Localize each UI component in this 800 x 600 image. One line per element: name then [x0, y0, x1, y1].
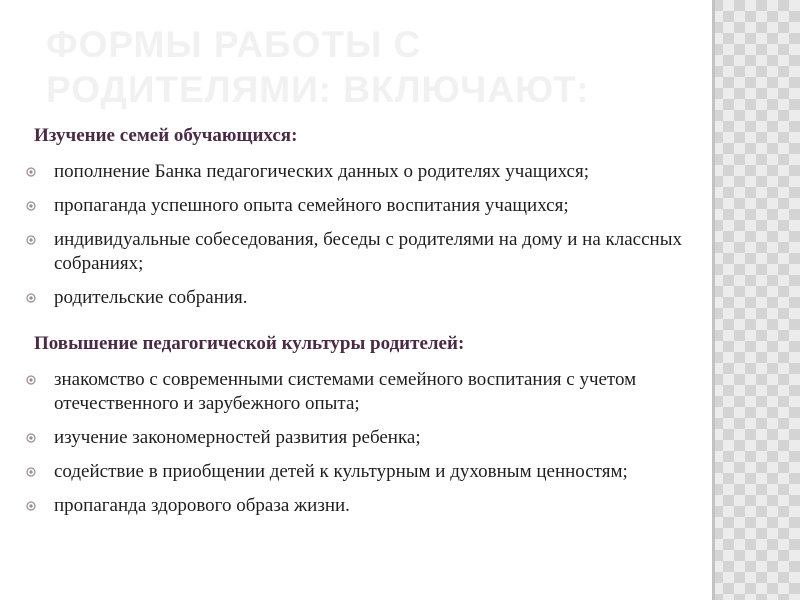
- list-item-text: родительские собрания.: [54, 287, 248, 308]
- list-item-text: пополнение Банка педагогических данных о родителях учащихся;: [54, 161, 589, 182]
- list-item: [22, 494, 702, 518]
- section-parent-culture: [22, 332, 702, 518]
- circle-dot-icon: [26, 433, 36, 443]
- circle-dot-icon: [26, 167, 36, 177]
- circle-dot-icon: [26, 467, 36, 477]
- slide-title: ФОРМЫ РАБОТЫ С РОДИТЕЛЯМИ: ВКЛЮЧАЮТ:: [46, 24, 590, 110]
- list-item-text: пропаганда успешного опыта семейного воспитания учащихся;: [54, 195, 569, 216]
- list-item: [22, 368, 702, 416]
- list-item: [22, 160, 702, 184]
- decorative-side-band: [712, 0, 800, 600]
- bullet-list: [22, 160, 702, 310]
- circle-dot-icon: [26, 235, 36, 245]
- list-item: [22, 228, 702, 276]
- section-family-study: [22, 124, 702, 310]
- list-item: [22, 194, 702, 218]
- list-item-text: индивидуальные собеседования, беседы с родителями на дому и на классных собраниях;: [54, 229, 682, 274]
- list-item-text: пропаганда здорового образа жизни.: [54, 495, 350, 516]
- list-item-text: знакомство с современными системами семейного воспитания с учетом отечественного и зарубежного опыта;: [54, 369, 637, 414]
- circle-dot-icon: [26, 293, 36, 303]
- slide-content: [22, 124, 702, 528]
- section-heading: Повышение педагогической культуры родителей:: [34, 333, 465, 354]
- list-item-text: содействие в приобщении детей к культурным и духовным ценностям;: [54, 461, 628, 482]
- list-item: [22, 426, 702, 450]
- circle-dot-icon: [26, 501, 36, 511]
- section-heading: Изучение семей обучающихся:: [34, 125, 298, 146]
- list-item: [22, 286, 702, 310]
- circle-dot-icon: [26, 375, 36, 385]
- list-item-text: изучение закономерностей развития ребенка;: [54, 427, 421, 448]
- bullet-list: [22, 368, 702, 518]
- circle-dot-icon: [26, 201, 36, 211]
- list-item: [22, 460, 702, 484]
